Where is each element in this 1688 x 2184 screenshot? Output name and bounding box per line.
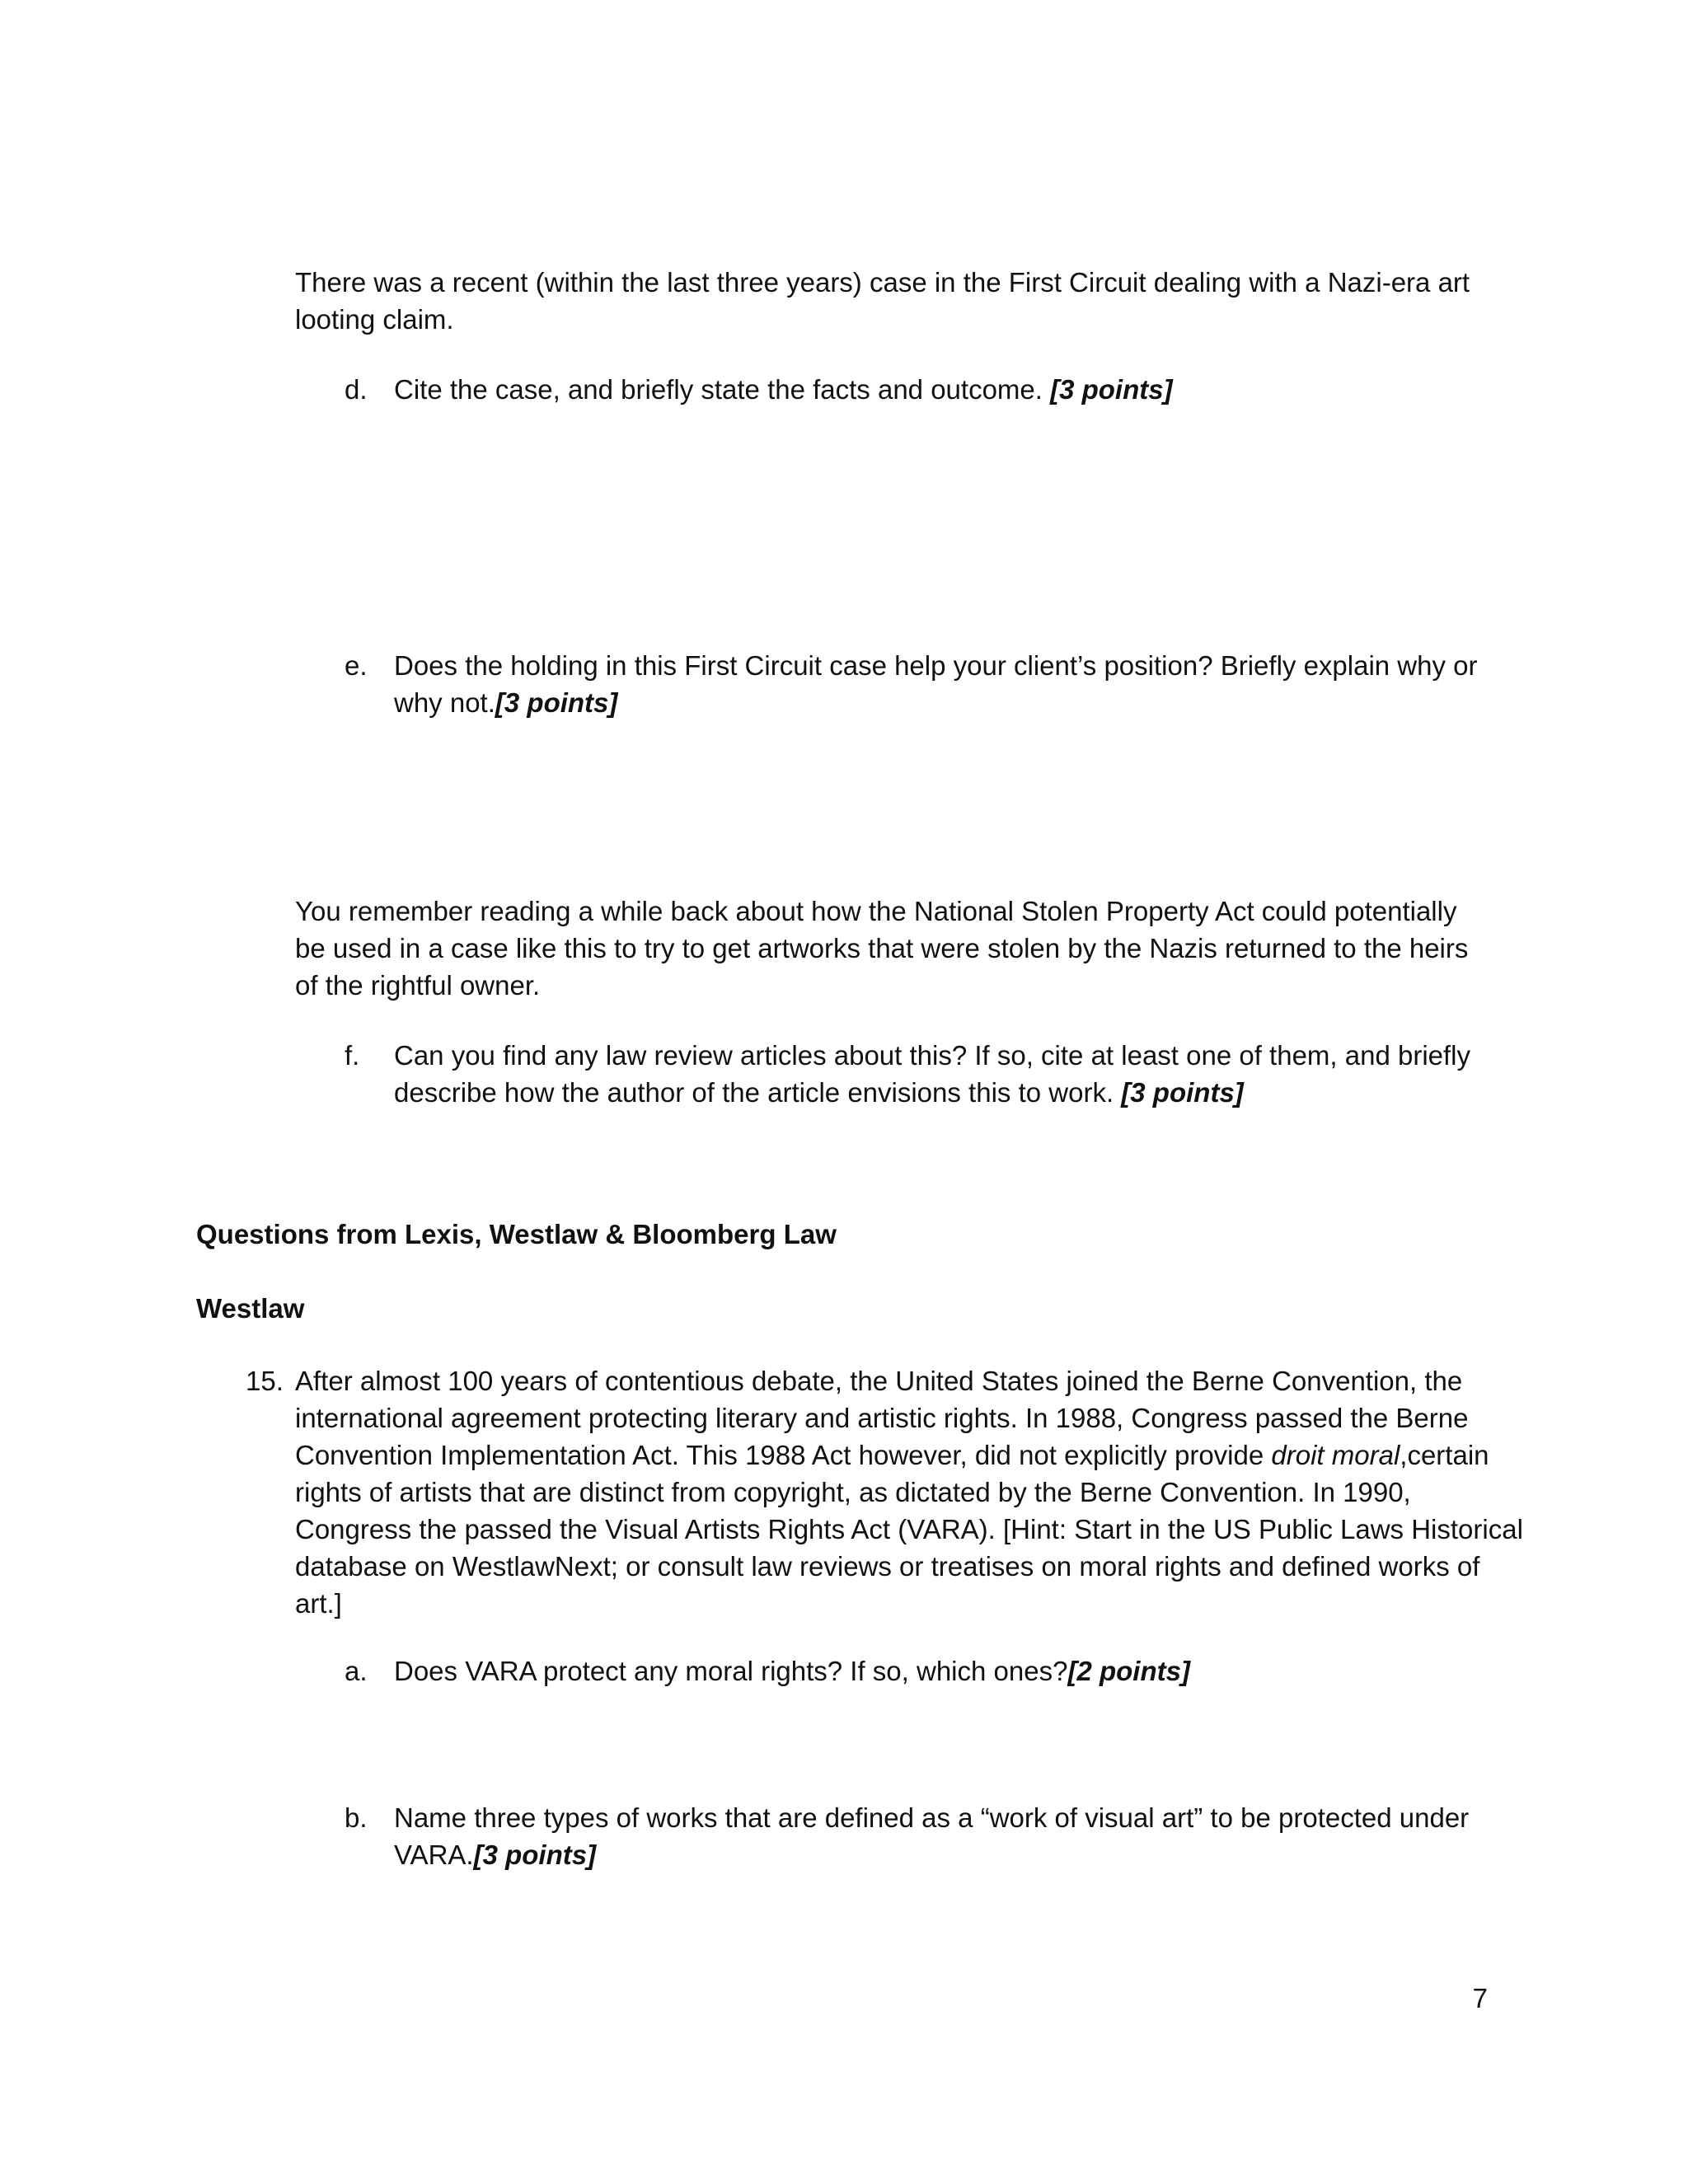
section-heading: Questions from Lexis, Westlaw & Bloomberg Law	[196, 1219, 837, 1249]
question-e-body: Does the holding in this First Circuit case help your client’s position? Briefly explain why or why not.	[394, 650, 1478, 718]
question-15-body-end: ,certain rights of artists that are distinct from copyright, as dictated by the Berne Convention. In 1990, Congress the passed the Visual Artists Rights Act (VARA). [Hint: Start in the US Public Laws Historical database on WestlawNext; or consult law reviews or treatises on moral rights and defined works of art.]	[295, 1440, 1523, 1619]
question-d-marker: d.	[345, 374, 368, 405]
question-15-body-start: After almost 100 years of contentious debate, the United States joined the Berne Convention, the international agreement protecting literary and artistic rights. In 1988, Congress passed the Berne Convention Implementation Act. This 1988 Act however, did not explicitly provide	[295, 1366, 1469, 1470]
question-f-body: Can you find any law review articles about this? If so, cite at least one of them, and briefly describe how the author of the article envisions this to work.	[394, 1040, 1471, 1108]
page-number: 7	[1472, 1983, 1488, 2013]
question-15b-marker: b.	[345, 1802, 368, 1833]
question-15b-body: Name three types of works that are defined as a “work of visual art” to be protected under VARA.	[394, 1802, 1470, 1870]
question-d-body: Cite the case, and briefly state the facts and outcome.	[394, 374, 1051, 405]
question-e-marker: e.	[345, 650, 368, 681]
question-f-text	[394, 1037, 1515, 1111]
question-15-italic-term: droit moral	[1271, 1440, 1400, 1470]
intro-paragraph-first-circuit	[295, 264, 1482, 338]
question-15-text	[295, 1362, 1531, 1622]
question-d-points: [3 points]	[1050, 374, 1173, 405]
question-15-marker: 15.	[246, 1366, 284, 1396]
question-e-points: [3 points]	[495, 687, 618, 718]
question-15a-points: [2 points]	[1067, 1656, 1190, 1686]
question-15a-text	[394, 1652, 1515, 1690]
question-e-text	[394, 647, 1515, 721]
intro-paragraph-text: There was a recent (within the last three years) case in the First Circuit dealing with a Nazi-era art looting claim.	[295, 267, 1470, 335]
subsection-heading: Westlaw	[196, 1293, 305, 1324]
question-d-text	[394, 371, 1515, 408]
question-15a-marker: a.	[345, 1656, 368, 1686]
question-15b-text	[394, 1799, 1515, 1873]
question-15b-points: [3 points]	[473, 1840, 597, 1870]
intro-paragraph-stolen-property	[295, 893, 1482, 1004]
intro-paragraph-2-text: You remember reading a while back about how the National Stolen Property Act could potentially be used in a case like this to try to get artworks that were stolen by the Nazis returned to the heirs of the rightful owner.	[295, 896, 1469, 1001]
question-15a-body: Does VARA protect any moral rights? If so, which ones?	[394, 1656, 1068, 1686]
question-f-points: [3 points]	[1121, 1077, 1244, 1108]
question-f-marker: f.	[345, 1040, 360, 1071]
